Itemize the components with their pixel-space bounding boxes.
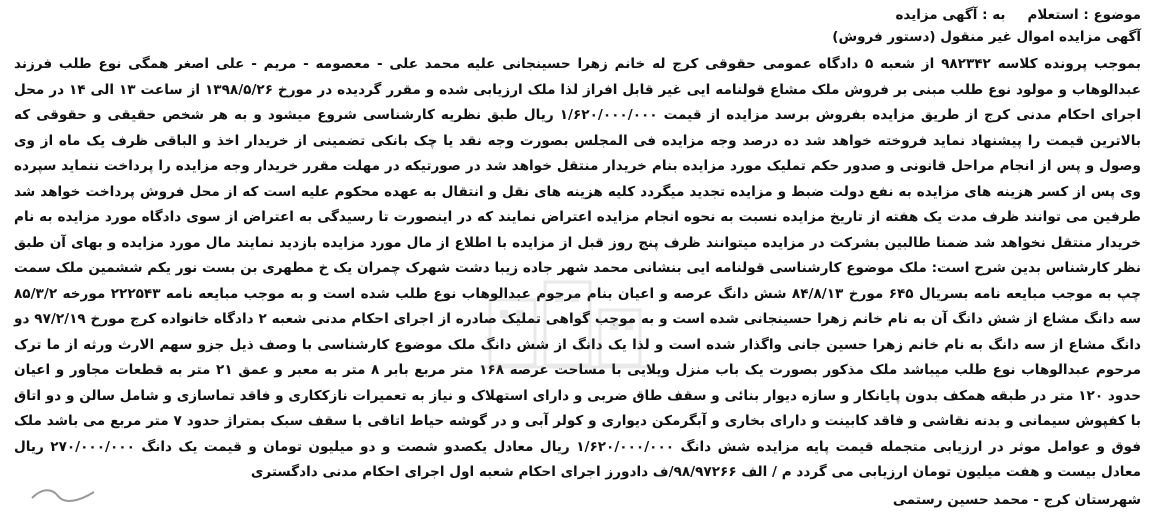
- recipient-label: به : آگهی مزایده: [895, 7, 1006, 23]
- signature-line: شهرستان کرج - محمد حسین رستمی: [892, 491, 1141, 508]
- corner-decoration-icon: [28, 484, 98, 503]
- notice-title: آگهی مزایده اموال غیر منقول (دستور فروش): [832, 29, 1141, 45]
- subject-label: موضوع : استعلام: [1027, 7, 1141, 23]
- notice-body: بموجب پرونده کلاسه ۹۸۲۳۴۲ از شعبه ۵ دادگاه عمومی حقوقی کرج له خانم زهرا حسینجانی علیه محمد علی - معصومه - مریم - علی اصغر همگی نوع طلب فرزند عبدالوهاب و مولود نوع طلب مبنی بر فروش ملک مشاع قولنامه ایی غیر قابل افراز لذا ملک ارزیابی شده و مقرر گردیده در مورخ ۱۳۹۸/۵/۲۶ از ساعت ۱۳ الی ۱۴ در محل اجرای احکام مدنی کرج از طریق مزایده بفروش برسد مزایده از قیمت ۱/۶۲۰/۰۰۰/۰۰۰ ریال طبق نظریه کارشناسی شروع میشود و به هر شخص حقیقی و حقوقی که بالاترین قیمت را پیشنهاد نماید فروخته خواهد شد ده درصد وجه مزایده فی المجلس بصورت وجه نقد یا چک بانکی تضمینی از خریدار اخذ و الباقی ظرف یک ماه از وی وصول و پس از انجام مراحل قانونی و صدور حکم تملیک مورد مزایده بنام خریدار منتقل خواهد شد در صورتیکه در مهلت مقرر خریدار وجه مزایده را پرداخت ننماید سپرده وی پس از کسر هزینه های مزایده به نفع دولت ضبط و مزایده تجدید میگردد کلیه هزینه های نقل و انتقال به عهده محکوم علیه است که از محل فروش پرداخت خواهد شد طرفین می توانند ظرف مدت یک هفته از تاریخ مزایده نسبت به نحوه انجام مزایده اعتراض نمایند که در اینصورت تا رسیدگی به اعتراض از سوی دادگاه مورد مزایده به نام خریدار منتقل نخواهد شد ضمنا طالبین بشرکت در مزایده میتوانند ظرف پنج روز قبل از مزایده با اطلاع از مال مورد مزایده بازدید نمایند مال مورد مزایده و بهای آن طبق نظر کارشناس بدین شرح است: ملک موضوع کارشناسی قولنامه ایی بنشانی محمد شهر جاده زیبا دشت شهرک چمران یک خ مطهری بن بست نور یکم ششمین ملک سمت چپ به موجب مبایعه نامه بسریال ۶۴۵ مورخ ۸۴/۸/۱۳ شش دانگ عرصه و اعیان بنام مرحوم عبدالوهاب نوع طلب شده است و به موجب مبایعه نامه ۲۲۲۵۴۳ مورخه ۸۵/۳/۲ سه دانگ مشاع از شش دانگ آن به نام خانم زهرا حسینجانی شده است و به موجب گواهی تملیک صادره از اجرای احکام مدنی شعبه ۲ دادگاه خانواده کرج مورخ ۹۷/۲/۱۹ دو دانگ مشاع از سه دانگ به نام خانم زهرا حسین جانی واگذار شده است و لذا یک دانگ از شش دانگ ملک موضوع کارشناسی با وصف ذیل جزو سهم الارث ورثه از ما ترک مرحوم عبدالوهاب نوع طلب میباشد ملک مذکور بصورت یک باب منزل ویلایی با مساحت عرصه ۱۶۸ متر مربع بابر ۸ متر به معبر و عمق ۲۱ متر به قطعات مجاور و اعیان حدود ۱۲۰ متر در طبقه همکف بدون پایانکار و سازه دیوار بنائی و سقف طاق ضربی و دارای استهلاک و نیاز به تعمیرات نازککاری و فاقد تماسازی و شامل سالن و دو اتاق با کفپوش سیمانی و بدنه نقاشی و فاقد کابینت و دارای بخاری و آبگرمکن دیواری و کولر آبی و در گوشه حیاط اتاقی با سقف سبک بمتراژ حدود ۷ متر مربع می باشد ملک فوق و عوامل موثر در ارزیابی متجمله قیمت پایه مزایده شش دانگ ۱/۶۲۰/۰۰۰/۰۰۰ ریال معادل یکصدو شصت و دو میلیون تومان و قیمت یک دانگ ۲۷۰/۰۰۰/۰۰۰ ریال معادل بیست و هفت میلیون تومان ارزیابی می گردد م / الف ۹۸/۹۷۲۶۶/ف دادورز اجرای احکام شعبه اول اجرای احکام مدنی دادگستری: [14, 56, 1142, 480]
- header-row: [14, 4, 1141, 26]
